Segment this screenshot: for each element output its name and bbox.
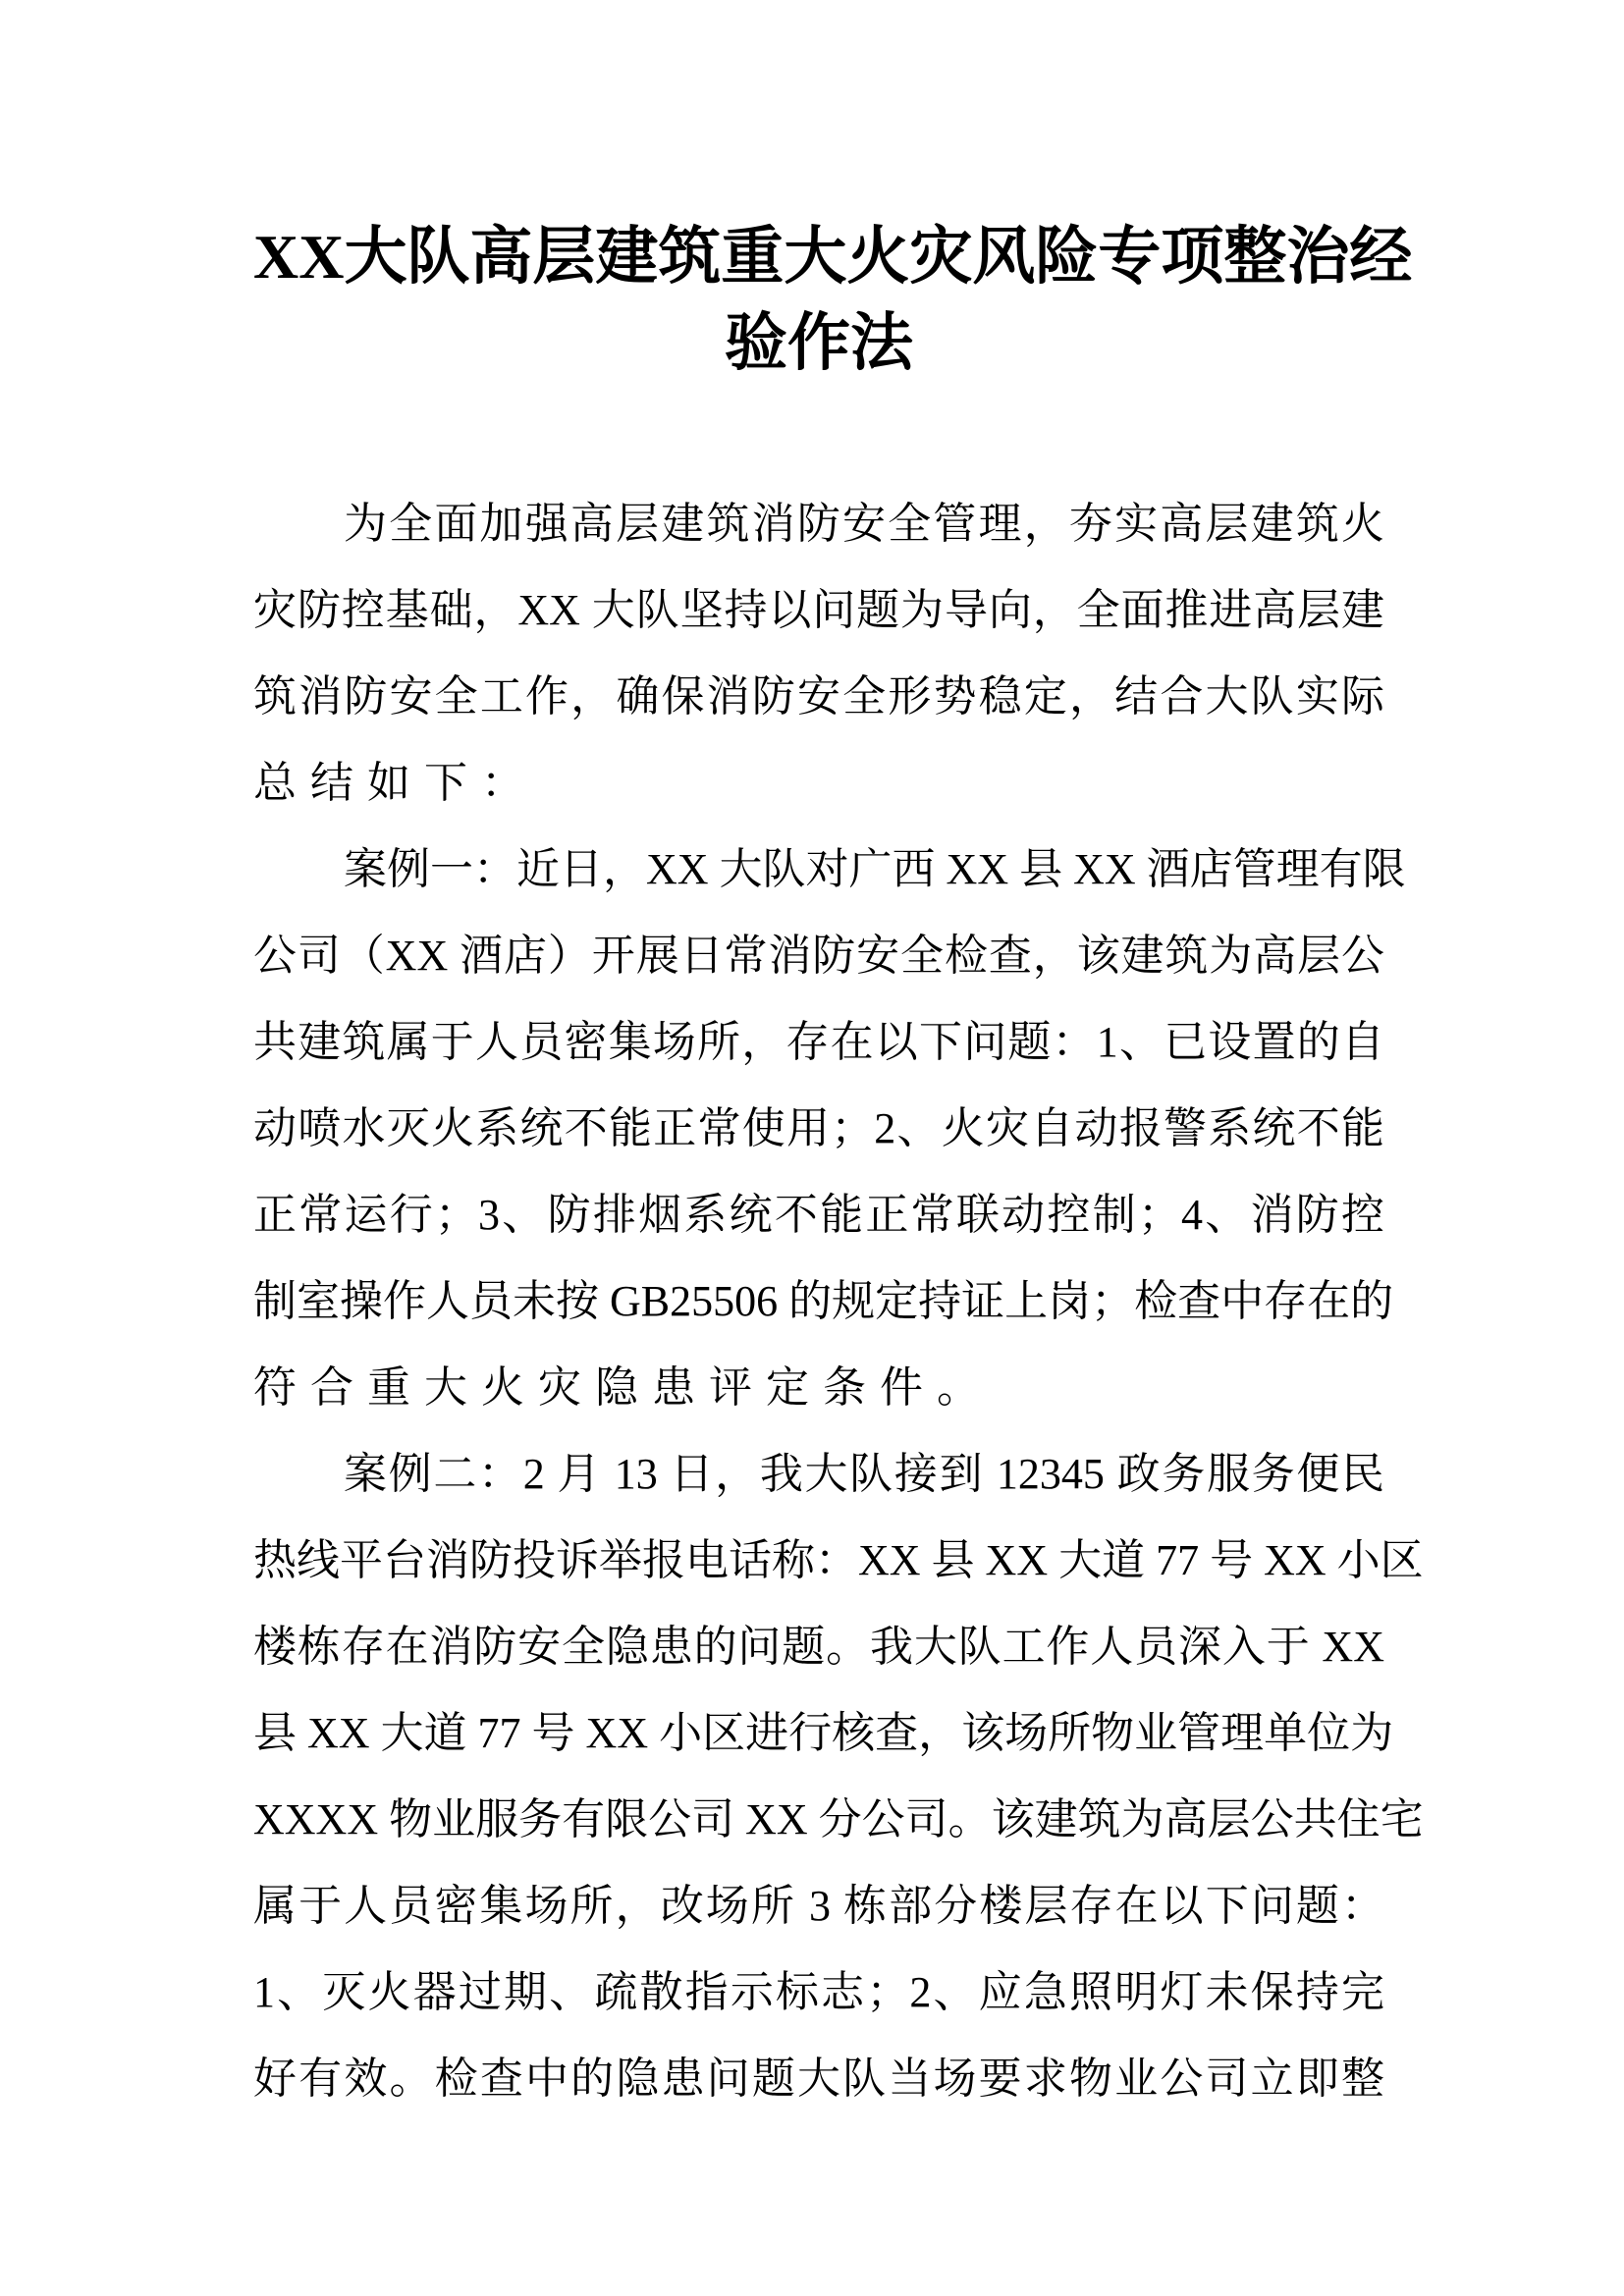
paragraph-line: 案例二：2 月 13 日，我大队接到 12345 政务服务便民 <box>344 1450 1384 1498</box>
paragraph-line: 符合重大火灾隐患评定条件。 <box>253 1363 994 1412</box>
paragraph-line: 属于人员密集场所，改场所 3 栋部分楼层存在以下问题： <box>253 1882 1384 1930</box>
paragraph-line: 案例一：近日，XX 大队对广西 XX 县 XX 酒店管理有限 <box>344 845 1406 893</box>
paragraph-line: 1、灭火器过期、疏散指示标志；2、应急照明灯未保持完 <box>253 1968 1384 2016</box>
paragraph-line: 总结如下： <box>253 759 538 807</box>
paragraph-line: 共建筑属于人员密集场所，存在以下问题：1、已设置的自 <box>253 1018 1384 1066</box>
title-line-2: 验作法 <box>725 308 913 378</box>
paragraph <box>253 827 1406 1431</box>
paragraph-line: 制室操作人员未按 GB25506 的规定持证上岗；检查中存在的 <box>253 1277 1394 1325</box>
paragraph-line: 楼栋存在消防安全隐患的问题。我大队工作人员深入于 XX <box>253 1623 1384 1671</box>
title-line-1: XX大队高层建筑重大火灾风险专项整治经 <box>253 222 1413 292</box>
paragraph-line: 县 XX 大道 77 号 XX 小区进行核查，该场所物业管理单位为 <box>253 1709 1394 1757</box>
paragraph-line: 热线平台消防投诉举报电话称：XX 县 XX 大道 77 号 XX 小区 <box>253 1536 1424 1584</box>
paragraph-line: 动喷水灭火系统不能正常使用；2、火灾自动报警系统不能 <box>253 1104 1384 1152</box>
paragraph-line: 为全面加强高层建筑消防安全管理，夯实高层建筑火 <box>344 500 1384 548</box>
document-title <box>253 214 1413 387</box>
paragraph-line: XXXX 物业服务有限公司 XX 分公司。该建筑为高层公共住宅 <box>253 1795 1424 1843</box>
paragraph-line: 好有效。检查中的隐患问题大队当场要求物业公司立即整 <box>253 2055 1384 2103</box>
paragraph <box>253 481 1384 827</box>
paragraph <box>253 1431 1424 2122</box>
paragraph-line: 筑消防安全工作，确保消防安全形势稳定，结合大队实际 <box>253 672 1384 721</box>
paragraph-line: 公司（XX 酒店）开展日常消防安全检查，该建筑为高层公 <box>253 932 1384 980</box>
paragraph-line: 正常运行；3、防排烟系统不能正常联动控制；4、消防控 <box>253 1191 1384 1239</box>
paragraph-line: 灾防控基础，XX 大队坚持以问题为导向，全面推进高层建 <box>253 586 1384 634</box>
document-body <box>253 481 1424 2122</box>
